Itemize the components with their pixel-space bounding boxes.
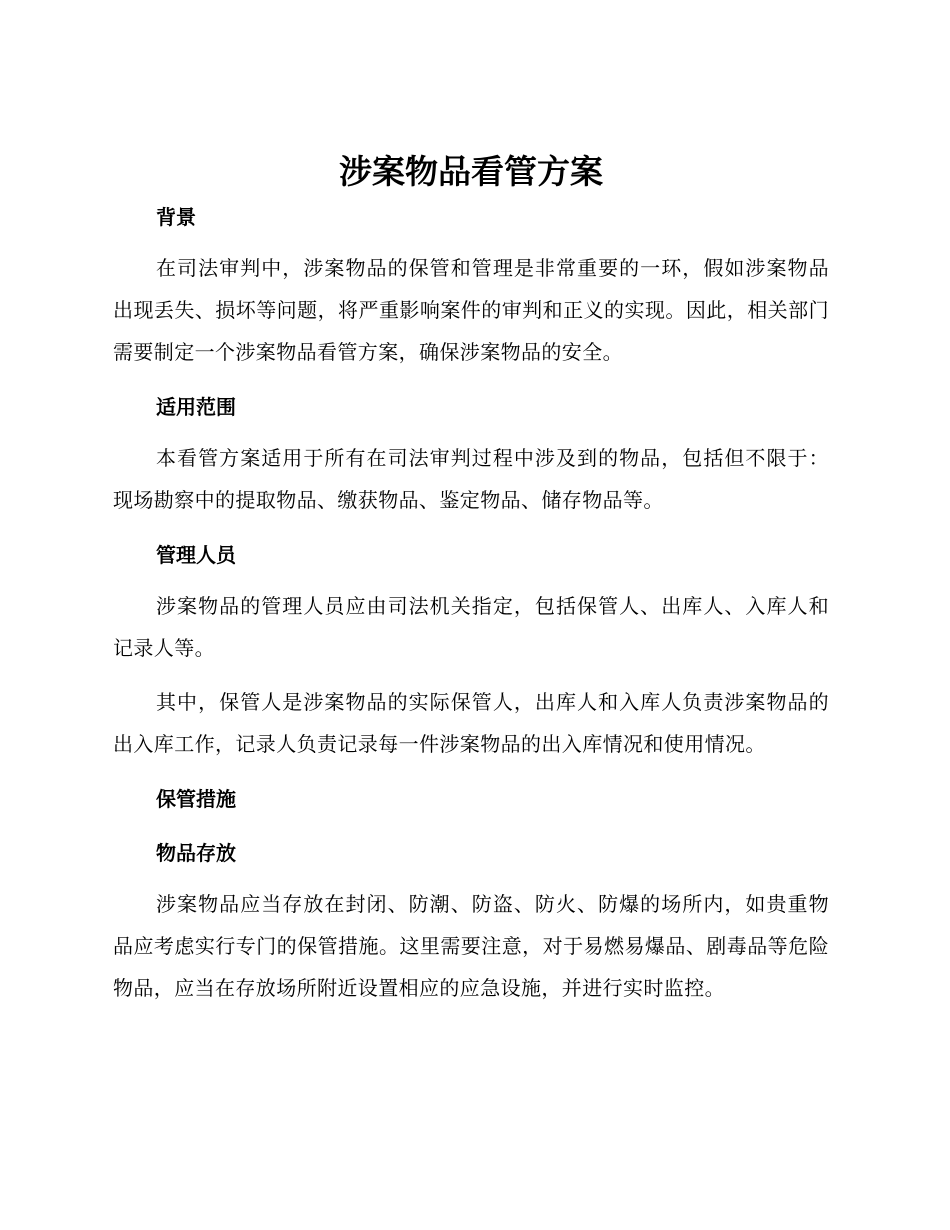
section-heading-measures: 保管措施 [156,787,236,811]
section-heading-scope: 适用范围 [156,395,236,419]
section-heading-storage: 物品存放 [156,841,236,865]
section-heading-personnel: 管理人员 [156,543,236,567]
document-title: 涉案物品看管方案 [339,152,603,191]
paragraph-personnel-2: 其中，保管人是涉案物品的实际保管人，出库人和入库人负责涉案物品的出入库工作，记录人负责记录每一件涉案物品的出入库情况和使用情况。 [113,690,829,756]
document-page [113,148,829,1009]
section-heading-background: 背景 [156,205,196,229]
paragraph-scope: 本看管方案适用于所有在司法审判过程中涉及到的物品，包括但不限于：现场勘察中的提取物品、缴获物品、鉴定物品、储存物品等。 [113,446,829,512]
paragraph-personnel-1: 涉案物品的管理人员应由司法机关指定，包括保管人、出库人、入库人和记录人等。 [113,594,829,660]
paragraph-background: 在司法审判中，涉案物品的保管和管理是非常重要的一环，假如涉案物品出现丢失、损坏等问题，将严重影响案件的审判和正义的实现。因此，相关部门需要制定一个涉案物品看管方案，确保涉案物品的安全。 [113,256,829,364]
paragraph-storage: 涉案物品应当存放在封闭、防潮、防盗、防火、防爆的场所内，如贵重物品应考虑实行专门的保管措施。这里需要注意，对于易燃易爆品、剧毒品等危险物品，应当在存放场所附近设置相应的应急设施，并进行实时监控。 [113,892,829,1000]
